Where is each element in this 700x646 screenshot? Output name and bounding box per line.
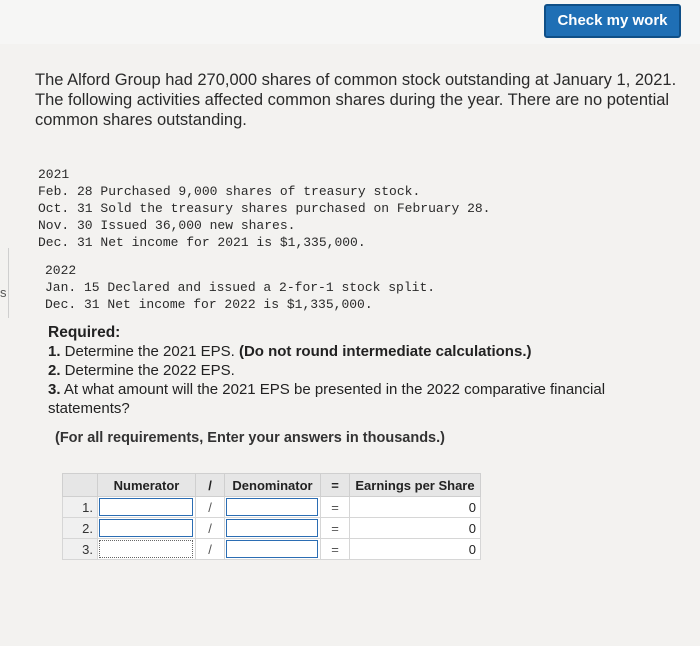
row-number-header bbox=[63, 474, 98, 497]
row-number: 1. bbox=[63, 497, 98, 518]
eps-result: 0 bbox=[350, 497, 481, 518]
numerator-input[interactable] bbox=[99, 498, 193, 516]
denominator-cell bbox=[225, 497, 321, 518]
instructions-note: (For all requirements, Enter your answers in thousands.) bbox=[55, 430, 445, 446]
activity-line: Jan. 15 Declared and issued a 2-for-1 stock split. bbox=[45, 280, 436, 295]
table-row bbox=[63, 518, 481, 539]
numerator-header: Numerator bbox=[98, 474, 196, 497]
numerator-input[interactable] bbox=[99, 519, 193, 537]
required-section bbox=[48, 323, 688, 418]
numerator-cell bbox=[98, 518, 196, 539]
eps-result: 0 bbox=[350, 539, 481, 560]
question-intro: The Alford Group had 270,000 shares of common stock outstanding at January 1, 2021. The following activities affected common shares during the year. There are no potential common shares outstanding. bbox=[35, 71, 677, 129]
row-number: 2. bbox=[63, 518, 98, 539]
denominator-input[interactable] bbox=[226, 540, 318, 558]
required-item-2: 2. Determine the 2022 EPS. bbox=[48, 362, 235, 379]
denominator-cell bbox=[225, 539, 321, 560]
activity-line: Nov. 30 Issued 36,000 new shares. bbox=[38, 218, 296, 233]
denominator-input[interactable] bbox=[226, 519, 318, 537]
slash-sign: / bbox=[196, 539, 225, 560]
equals-sign: = bbox=[321, 539, 350, 560]
denominator-input[interactable] bbox=[226, 498, 318, 516]
equals-header: = bbox=[321, 474, 350, 497]
eps-result: 0 bbox=[350, 518, 481, 539]
row-number: 3. bbox=[63, 539, 98, 560]
year-2022-label: 2022 bbox=[45, 263, 77, 278]
numerator-cell bbox=[98, 497, 196, 518]
slash-sign: / bbox=[196, 497, 225, 518]
year-2021-label: 2021 bbox=[38, 167, 70, 182]
activity-line: Dec. 31 Net income for 2021 is $1,335,000. bbox=[38, 235, 366, 250]
numerator-cell bbox=[98, 539, 196, 560]
eps-header: Earnings per Share bbox=[350, 474, 481, 497]
table-row bbox=[63, 497, 481, 518]
required-item-1: 1. Determine the 2021 EPS. (Do not round intermediate calculations.) bbox=[48, 343, 532, 360]
equals-sign: = bbox=[321, 518, 350, 539]
table-row bbox=[63, 539, 481, 560]
denominator-header: Denominator bbox=[225, 474, 321, 497]
required-title: Required: bbox=[48, 324, 121, 341]
activity-line: Oct. 31 Sold the treasury shares purchased on February 28. bbox=[38, 201, 491, 216]
table-header-row bbox=[63, 474, 481, 497]
activities-2022 bbox=[45, 262, 435, 313]
numerator-input[interactable] bbox=[99, 540, 193, 558]
activity-line: Dec. 31 Net income for 2022 is $1,335,000. bbox=[45, 297, 373, 312]
activities-2021 bbox=[38, 166, 490, 251]
check-my-work-button[interactable]: Check my work bbox=[544, 4, 681, 38]
required-item-3: 3. At what amount will the 2021 EPS be presented in the 2022 comparative financial statements? bbox=[48, 381, 606, 417]
slash-sign: / bbox=[196, 518, 225, 539]
left-edge-marker: s bbox=[0, 285, 7, 300]
activity-line: Feb. 28 Purchased 9,000 shares of treasury stock. bbox=[38, 184, 421, 199]
left-divider bbox=[0, 248, 9, 318]
equals-sign: = bbox=[321, 497, 350, 518]
denominator-cell bbox=[225, 518, 321, 539]
top-bar bbox=[0, 0, 700, 44]
eps-answer-table bbox=[62, 473, 481, 560]
slash-header: / bbox=[196, 474, 225, 497]
